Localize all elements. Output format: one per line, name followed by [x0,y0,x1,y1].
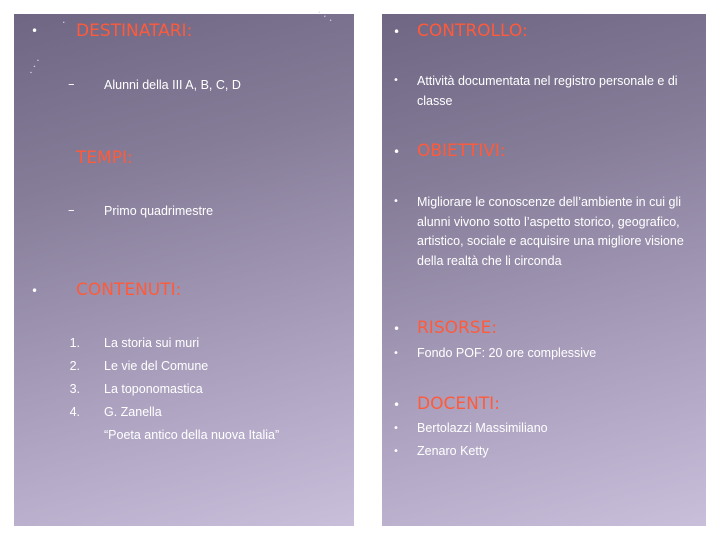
contenuti-item: La storia sui muri [104,336,200,350]
bullet-icon: • [393,398,401,412]
obiettivi-heading: OBIETTIVI: [417,141,506,161]
destinatari-item: Alunni della III A, B, C, D [104,78,241,92]
bullet-icon: • [393,25,401,39]
contenuti-item: Le vie del Comune [104,359,209,373]
risorse-heading: RISORSE: [417,318,498,338]
bullet-icon: • [31,24,39,38]
obiettivi-item: Migliorare le conoscenze dell’ambiente in cui gli alunni vivono sotto l’aspetto storico, geografico, artistico, sociale e acquisire una migliore visione della realtà che li circonda [417,195,684,268]
tempi-heading: TEMPI: [76,148,133,168]
contenuti-item: G. Zanella [104,405,162,419]
docente-name: Bertolazzi Massimiliano [417,421,548,435]
contenuti-extra-line: “Poeta antico della nuova Italia” [104,428,280,442]
decorative-mark: · [62,16,66,29]
list-number: 4. [69,405,80,419]
list-number: 2. [69,359,80,373]
destinatari-heading: DESTINATARI: [76,21,193,41]
bullet-icon: • [393,75,399,86]
bullet-icon: • [393,348,399,359]
docenti-heading: DOCENTI: [417,394,500,414]
contenuti-heading: CONTENUTI: [76,280,182,300]
bullet-icon: • [393,322,401,336]
dash-icon: – [68,203,75,218]
decorative-mark: · · · [313,6,336,27]
bullet-icon: • [31,284,39,298]
list-number: 1. [69,336,80,350]
list-number: 3. [69,382,80,396]
controllo-heading: CONTROLLO: [417,21,528,41]
docente-name: Zenaro Ketty [417,444,489,458]
bullet-icon: • [393,196,399,207]
tempi-item: Primo quadrimestre [104,204,214,218]
bullet-icon: • [393,423,399,434]
bullet-icon: • [393,145,401,159]
contenuti-item: La toponomastica [104,382,203,396]
dash-icon: – [68,77,75,92]
bullet-icon: • [393,446,399,457]
controllo-item: Attività documentata nel registro personale e di classe [417,74,678,108]
decorative-mark: · · · [24,55,45,78]
risorse-item: Fondo POF: 20 ore complessive [417,346,597,360]
